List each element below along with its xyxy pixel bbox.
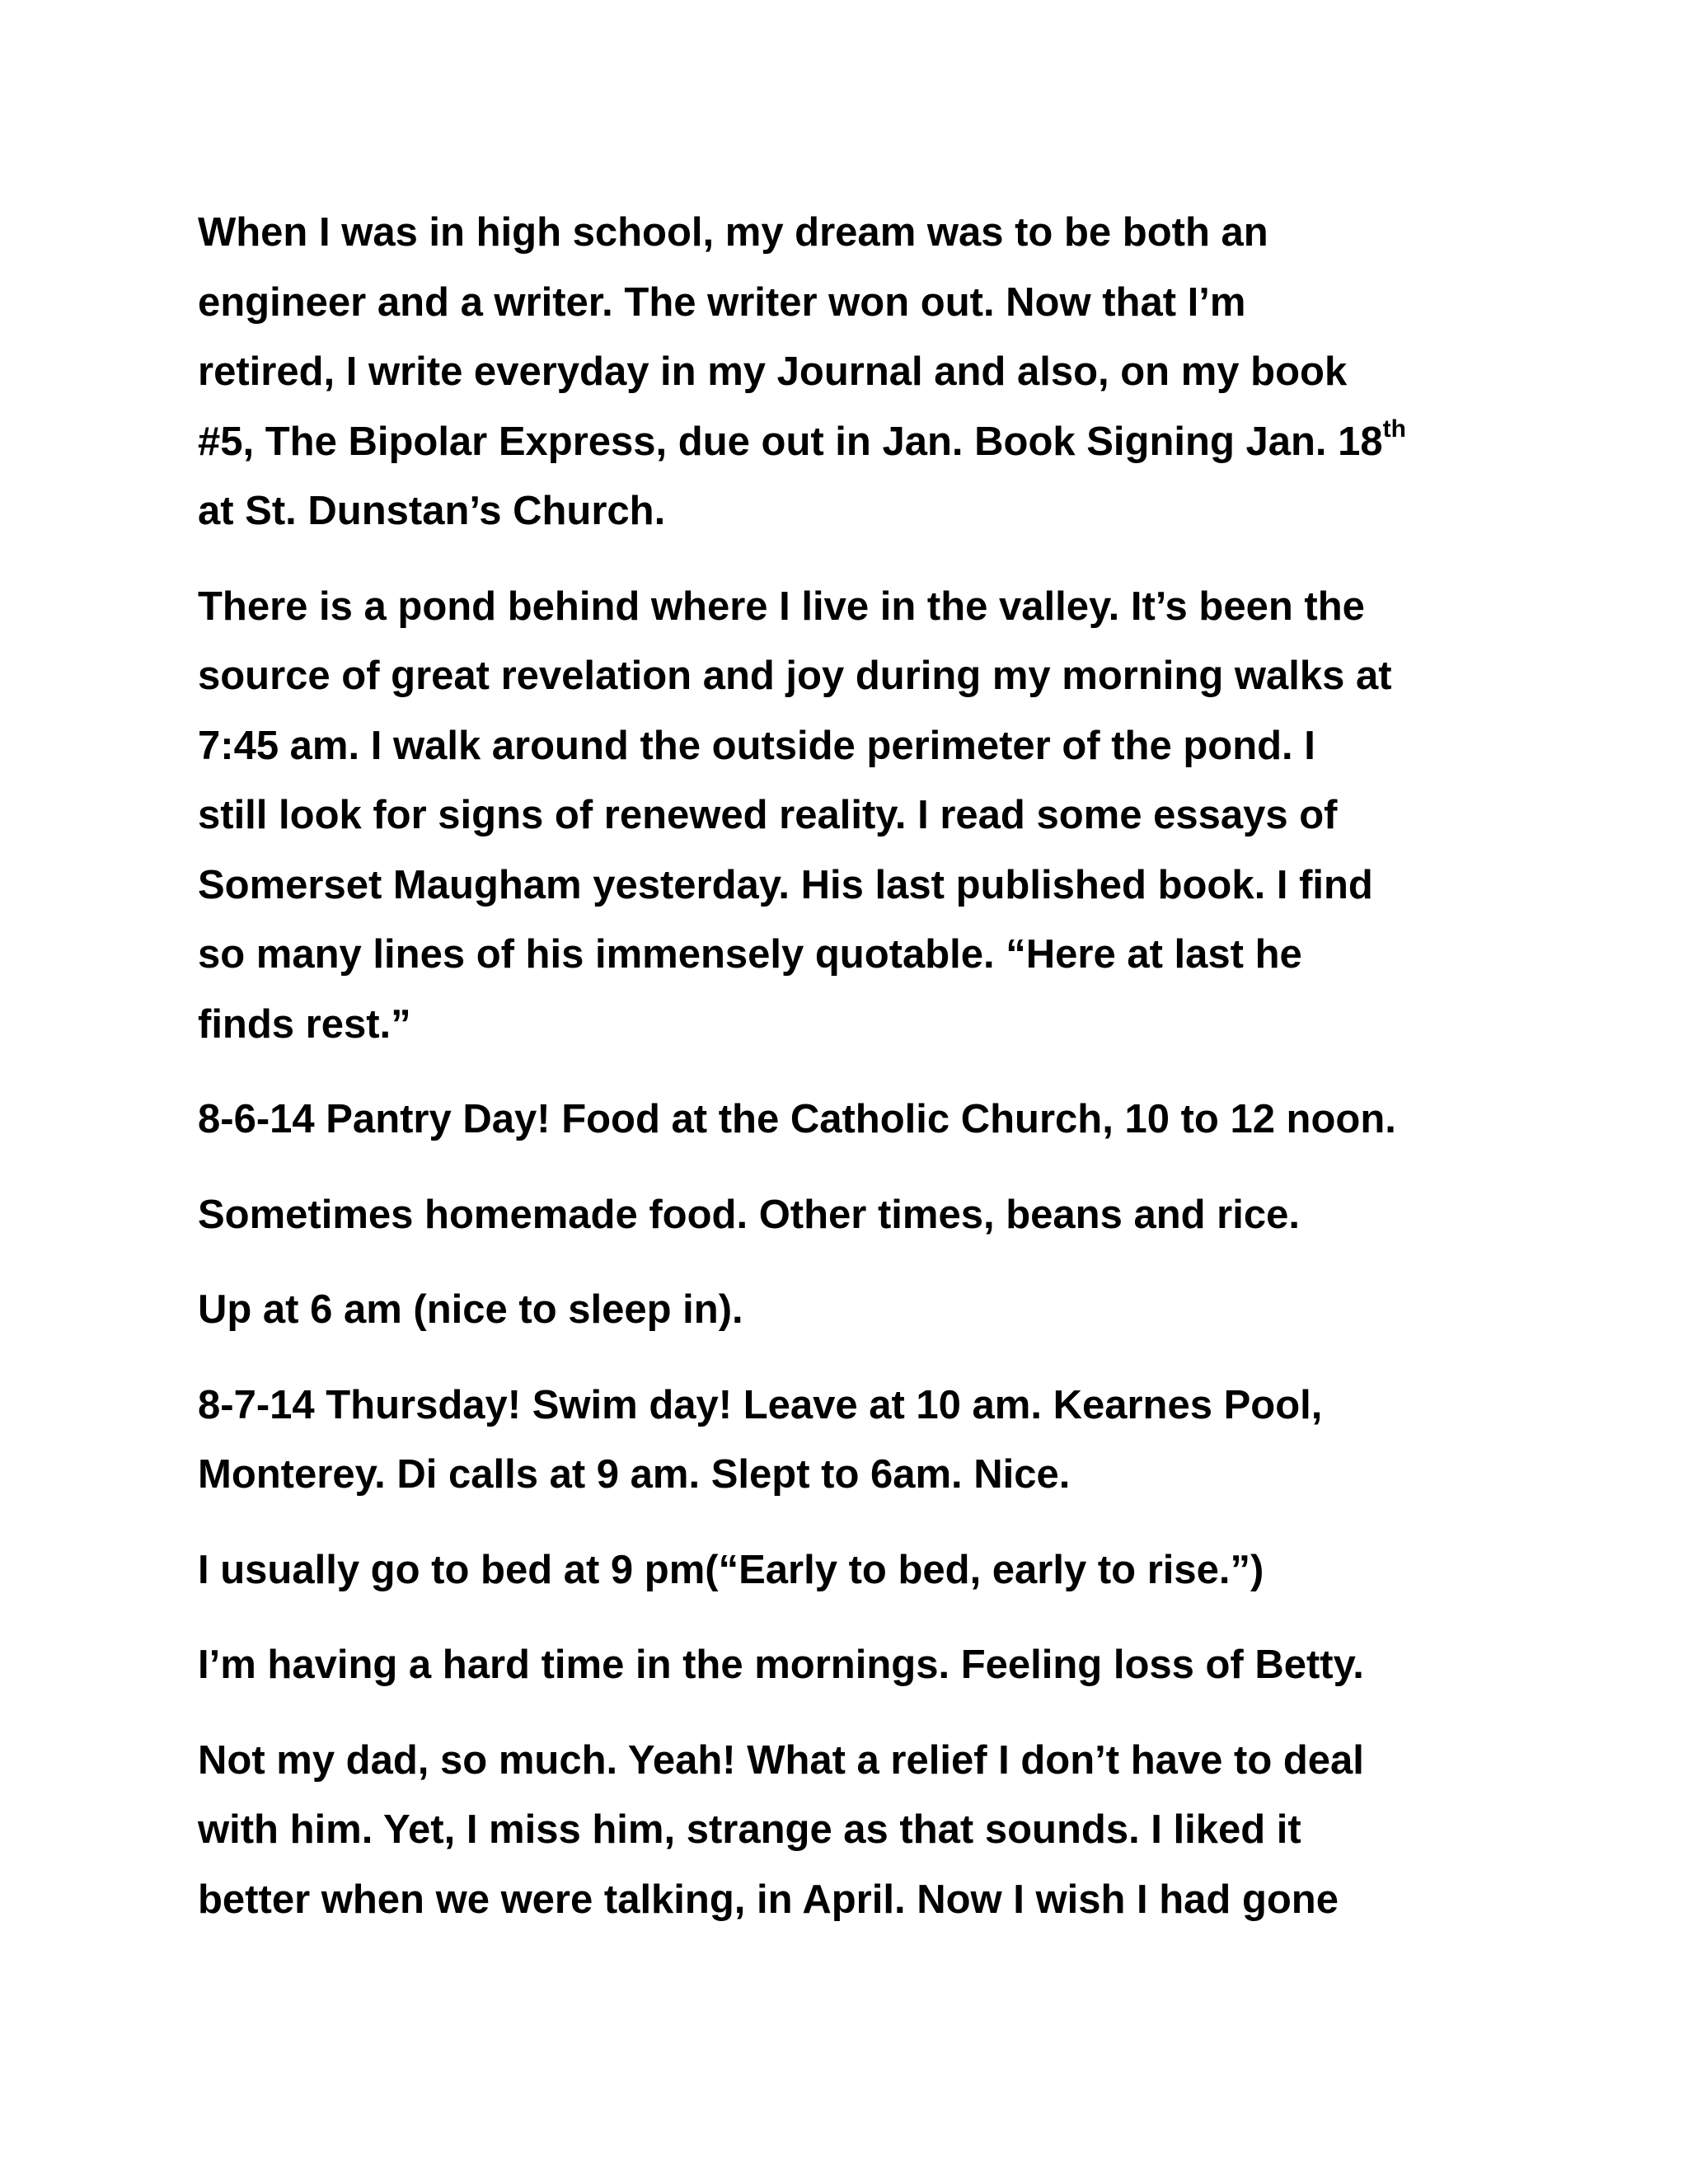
text-line: at St. Dunstan’s Church.	[198, 489, 666, 533]
paragraph-food	[198, 1180, 1500, 1250]
ordinal-suffix: th	[1382, 415, 1406, 443]
text-line: so many lines of his immensely quotable. “Here at last he	[198, 932, 1302, 977]
text-line: Somerset Maugham yesterday. His last published book. I find	[198, 862, 1373, 907]
paragraph-pantry-day	[198, 1085, 1500, 1155]
paragraph-dad	[198, 1726, 1500, 1935]
text-line-main: #5, The Bipolar Express, due out in Jan. Book Signing Jan. 18	[198, 419, 1383, 464]
text-line: retired, I write everyday in my Journal and also, on my book	[198, 349, 1348, 394]
text-line: Up at 6 am (nice to sleep in).	[198, 1287, 743, 1332]
paragraph-swim-day	[198, 1371, 1500, 1510]
text-line: source of great revelation and joy during my morning walks at	[198, 654, 1392, 698]
paragraph-writer	[198, 198, 1500, 546]
text-line: I’m having a hard time in the mornings. Feeling loss of Betty.	[198, 1643, 1364, 1687]
paragraph-pond	[198, 572, 1500, 1060]
paragraph-mornings	[198, 1630, 1500, 1700]
text-line: 8-6-14 Pantry Day! Food at the Catholic Church, 10 to 12 noon.	[198, 1097, 1396, 1141]
text-line: 7:45 am. I walk around the outside perimeter of the pond. I	[198, 723, 1315, 768]
text-line: Not my dad, so much. Yeah! What a relief I don’t have to deal	[198, 1737, 1364, 1783]
paragraph-wake-up	[198, 1275, 1500, 1345]
journal-text	[198, 198, 1500, 1934]
text-line: Monterey. Di calls at 9 am. Slept to 6am. Nice.	[198, 1452, 1071, 1497]
text-line: When I was in high school, my dream was to be both an	[198, 210, 1268, 255]
text-line: still look for signs of renewed reality. I read some essays of	[198, 793, 1338, 837]
text-line: engineer and a writer. The writer won out. Now that I’m	[198, 279, 1246, 325]
text-line: 8-7-14 Thursday! Swim day! Leave at 10 am. Kearnes Pool,	[198, 1382, 1323, 1427]
text-line: Sometimes homemade food. Other times, beans and rice.	[198, 1192, 1300, 1237]
text-line: I usually go to bed at 9 pm(“Early to bed, early to rise.”)	[198, 1547, 1264, 1592]
text-line: There is a pond behind where I live in the valley. It’s been the	[198, 583, 1365, 629]
text-line: finds rest.”	[198, 1001, 411, 1047]
paragraph-bedtime	[198, 1535, 1500, 1605]
text-line: better when we were talking, in April. Now I wish I had gone	[198, 1877, 1339, 1922]
text-line-book-signing	[198, 407, 1500, 477]
text-line: with him. Yet, I miss him, strange as that sounds. I liked it	[198, 1807, 1301, 1852]
